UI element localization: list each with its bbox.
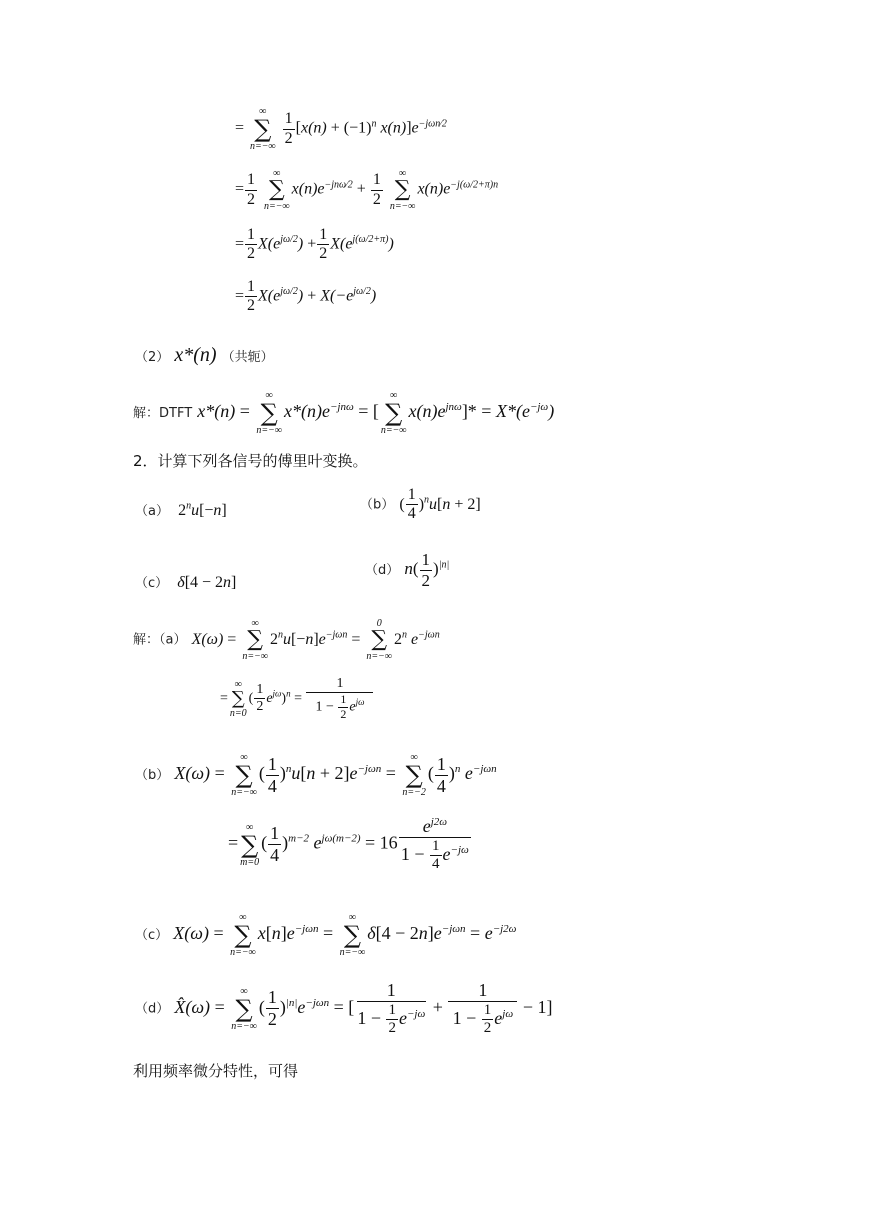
part-2-solution: 解：DTFT x*(n) = ∞ ∑ n=−∞ $x*(n)e^{-jn\omega}$ = [ ∞ ∑ n=−∞ $x(n)e^{jn\omega}]* = X*(e^{-j\omega})$ — [133, 390, 555, 436]
item-b: （b） ( $\frac{1}{4}$ )$^n$u[n + 2] — [360, 486, 481, 523]
part-2-note: （共轭） — [221, 350, 274, 365]
closing-text: 利用频率微分特性，可得 — [133, 1062, 299, 1080]
equation-line-2: = $\frac{1}{2}$ ∞ ∑ n=−∞ $x(n)e^{-jn\omega⁄2}$ + $\frac{1}{2}$ ∞ ∑ n=−∞ $x(n)e^{-j(\omega/2+\pi)n}$ — [235, 168, 499, 212]
solution-d-label: （d） — [135, 1001, 170, 1017]
solution-b-label: （b） — [135, 768, 170, 784]
item-a: （a） $2^nu[-n]$ — [135, 500, 227, 519]
item-c-label: （c） — [135, 576, 169, 591]
solution-d: （d） X̂(ω) = ∞ ∑ n=−∞ ( $\frac{1}{2}$ )$^{|n|}e^{-j\omega n}$ = [ 1 1 − $\frac{1}{2}$ $e^{-j\omega}$ + 1 1 − $\frac{1}{2}$ $e^{j\omega}$ − 1] — [135, 980, 553, 1036]
item-d-label: （d） — [365, 562, 400, 578]
solution-c: （c） X(ω) = ∞ ∑ n=−∞ $x[n]e^{-j\omega n}$ = ∞ ∑ n=−∞ $\delta[4 - 2n]e^{-j\omega n} = e^{-j2\omega}$ — [135, 912, 517, 958]
item-d: （d） n( $\frac{1}{2}$ )$^{|n|}$ — [365, 550, 450, 590]
solution-b-line-1: （b） X(ω) = ∞ ∑ n=−∞ ( $\frac{1}{4}$ )$^nu[n + 2]e^{-j\omega n}$ = ∞ ∑ n=−2 ( $\frac{1}{4}$ )$^n$ $e^{-j\omega n}$ — [135, 752, 497, 798]
solution-a-line-2: = ∞ ∑ n=0 ( $\frac{1}{2}$ $e^{j\omega})^n$ = 1 1 − $\frac{1}{2}$ $e^{j\omega}$ — [220, 676, 374, 722]
item-a-label: （a） — [135, 504, 169, 519]
item-c: （c） δ[4 − 2n] — [135, 574, 237, 591]
solution-a-prefix: 解：（a） — [133, 632, 187, 648]
solution-b-line-2: = ∞ ∑ m=0 ( $\frac{1}{4}$ )$^{m-2}$ $e^{j\omega(m-2)} = 16$ $e^{j2\omega}$ 1 − $\frac{1}{4}$ $e^{-j\omega}$ — [228, 816, 472, 873]
part-2-expr: x*(n) — [174, 344, 217, 366]
equation-line-1: = ∞ ∑ n=−∞ $\frac{1}{2}$ [$x(n) + (-1)^n$ $x(n)]e^{-j\omega n⁄2}$ — [235, 106, 447, 152]
solution-prefix: 解：DTFT — [133, 406, 193, 422]
solution-c-label: （c） — [135, 928, 169, 944]
part-2-label: （2） — [135, 350, 170, 365]
part-2-heading — [135, 344, 274, 367]
solution-a-line-1: 解：（a） X(ω) = ∞ ∑ n=−∞ $2^nu[-n]e^{-j\omega n}$ = 0 ∑ n=−∞ 2$^n$ $e^{-j\omega n}$ — [133, 618, 440, 662]
equation-line-4: = $\frac{1}{2}$ $X(e^{j\omega/2}) + X(-e^{j\omega/2})$ — [235, 278, 377, 315]
equation-line-3: = $\frac{1}{2}$ $X(e^{j\omega/2})$ + $\frac{1}{2}$ $X(e^{j(\omega/2+\pi)})$ — [235, 226, 394, 263]
problem-2-heading: 2．计算下列各信号的傅里叶变换。 — [133, 452, 368, 470]
item-b-label: （b） — [360, 497, 395, 513]
